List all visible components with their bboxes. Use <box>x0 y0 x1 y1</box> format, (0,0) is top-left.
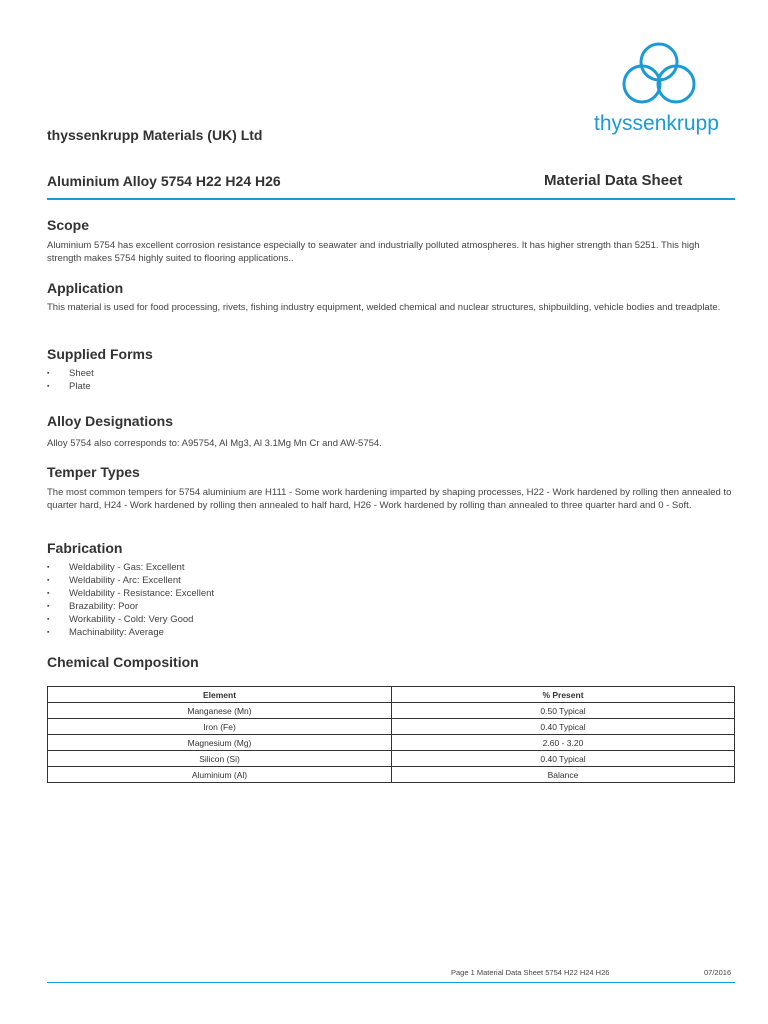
application-heading: Application <box>47 280 124 296</box>
table-row <box>48 751 735 767</box>
thyssenkrupp-rings-icon <box>620 40 698 108</box>
table-row <box>48 703 735 719</box>
table-row <box>48 767 735 783</box>
fabrication-heading: Fabrication <box>47 540 123 556</box>
application-text: This material is used for food processing, rivets, fishing industry equipment, welded chemical and nuclear structures, shipbuilding, vehicle bodies and treadplate. <box>47 302 721 313</box>
list-item: ▪ Weldability - Gas: Excellent <box>47 561 214 574</box>
supplied-forms-heading: Supplied Forms <box>47 346 153 362</box>
alloy-designations-heading: Alloy Designations <box>47 413 174 429</box>
table-cell: 0.40 Typical <box>392 751 735 767</box>
fabrication-list <box>47 561 214 639</box>
header-divider <box>47 198 735 200</box>
temper-types-heading: Temper Types <box>47 464 140 480</box>
logo-wordmark: thyssenkrupp <box>594 112 719 135</box>
table-cell: 2.60 - 3.20 <box>392 735 735 751</box>
table-cell: Manganese (Mn) <box>48 703 392 719</box>
column-header-present: % Present <box>392 687 735 703</box>
alloy-designations-text: Alloy 5754 also corresponds to: A95754, Al Mg3, Al 3.1Mg Mn Cr and AW-5754. <box>47 438 382 449</box>
table-cell: 0.40 Typical <box>392 719 735 735</box>
list-item: ▪ Weldability - Arc: Excellent <box>47 574 214 587</box>
list-item: ▪ Sheet <box>47 367 94 380</box>
scope-heading: Scope <box>47 217 90 233</box>
list-item: ▪ Brazability: Poor <box>47 600 214 613</box>
table-cell: 0.50 Typical <box>392 703 735 719</box>
document-title: Aluminium Alloy 5754 H22 H24 H26 <box>47 173 281 189</box>
list-item: ▪ Workability - Cold: Very Good <box>47 613 214 626</box>
table-header-row <box>48 687 735 703</box>
chemical-composition-heading: Chemical Composition <box>47 654 199 670</box>
company-name: thyssenkrupp Materials (UK) Ltd <box>47 127 263 143</box>
list-item: ▪ Machinability: Average <box>47 626 214 639</box>
logo <box>594 40 724 140</box>
composition-table <box>47 686 735 783</box>
list-item: ▪ Plate <box>47 380 94 393</box>
table-row <box>48 719 735 735</box>
document-type: Material Data Sheet <box>544 172 683 189</box>
column-header-element: Element <box>48 687 392 703</box>
temper-types-text: The most common tempers for 5754 aluminium are H111 - Some work hardening imparted by shaping processes, H22 - Work hardened by rolling then annealed to quarter hard, H24 - Work hardened by rolling then annealed to half hard, H26 - Work hardened by rolling than annealed to three quarter hard and 0 - Soft. <box>47 487 732 511</box>
scope-text: Aluminium 5754 has excellent corrosion resistance especially to seawater and industrially polluted atmospheres. It has higher strength than 5251. This high strength makes 5754 highly suited to flooring applications.. <box>47 240 700 264</box>
footer-date: 07/2016 <box>704 968 732 977</box>
table-cell: Magnesium (Mg) <box>48 735 392 751</box>
table-row <box>48 735 735 751</box>
footer-page-text: Page 1 Material Data Sheet 5754 H22 H24 H26 <box>451 968 610 977</box>
table-cell: Aluminium (Al) <box>48 767 392 783</box>
table-cell: Silicon (Si) <box>48 751 392 767</box>
footer-divider <box>47 982 735 983</box>
table-cell: Iron (Fe) <box>48 719 392 735</box>
list-item: ▪ Weldability - Resistance: Excellent <box>47 587 214 600</box>
supplied-forms-list <box>47 367 94 393</box>
table-cell: Balance <box>392 767 735 783</box>
